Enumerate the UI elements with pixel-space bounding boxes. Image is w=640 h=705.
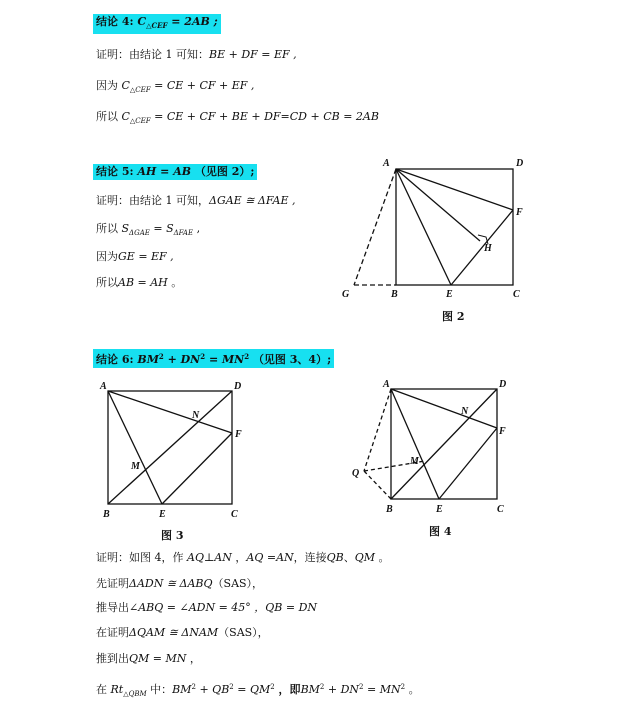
c5-line-3: 因为GE = EF ,	[96, 250, 174, 263]
fig2-label-H: H	[484, 243, 492, 254]
fig4-label-C: C	[497, 504, 504, 515]
fig3-label-C: C	[231, 509, 238, 520]
proof-line-3: 推导出∠ABQ = ∠ADN = 45° ，QB = DN	[96, 601, 318, 614]
fig2-label-A: A	[383, 158, 390, 169]
fig2-square	[396, 169, 513, 285]
conclusion-6-heading: 结论 6: $BM^2 + DN^2 = MN^2$ （见图 3、4）;	[93, 349, 334, 368]
figure-4-caption: 图 4	[429, 525, 452, 538]
c4-line-3: 所以 $C_{\triangle CEF}$ = CE + CF + BE + DF=CD + CB = 2AB	[96, 110, 379, 125]
fig3-label-E: E	[159, 509, 166, 520]
fig3-segment-af	[108, 391, 232, 433]
fig4-label-Q: Q	[352, 468, 360, 479]
fig3-diagonal-bd	[108, 391, 232, 504]
fig4-label-A: A	[383, 379, 390, 390]
fig3-label-D: D	[234, 381, 242, 392]
conclusion-5-label: 结论 5:	[96, 165, 134, 178]
fig4-dashed-qb	[364, 471, 391, 499]
figure-2-caption: 图 2	[442, 310, 465, 323]
fig2-label-E: E	[446, 289, 453, 300]
fig4-diagonal-bd	[391, 389, 497, 499]
fig4-label-B: B	[386, 504, 393, 515]
fig2-segment-ef	[451, 210, 513, 285]
fig4-label-M: M	[410, 456, 419, 467]
fig3-label-F: F	[235, 429, 242, 440]
fig3-label-M: M	[131, 461, 140, 472]
fig4-segment-ae	[391, 389, 439, 499]
proof-line-2: 先证明ΔADN ≅ ΔABQ（SAS），	[96, 577, 264, 590]
fig2-label-C: C	[513, 289, 520, 300]
fig4-label-F: F	[499, 426, 506, 437]
proof-line-4: 在证明ΔQAM ≅ ΔNAM（SAS），	[96, 626, 269, 639]
c5-line-1: 证明：由结论 1 可知，ΔGAE ≅ ΔFAE ,	[96, 194, 296, 207]
fig3-segment-ae	[108, 391, 162, 504]
figure-3-caption: 图 3	[161, 529, 184, 542]
fig3-label-A: A	[100, 381, 107, 392]
fig4-label-E: E	[436, 504, 443, 515]
proof-line-5: 推到出QM = MN ，	[96, 652, 201, 665]
fig4-label-D: D	[499, 379, 507, 390]
fig2-label-B: B	[391, 289, 398, 300]
fig2-dashed-ag	[354, 169, 396, 285]
figure-3-diagram	[108, 391, 232, 504]
c4-line-2: 因为 $C_{\triangle CEF}$ = CE + CF + EF ,	[96, 79, 255, 94]
fig2-segment-ae	[396, 169, 451, 285]
fig2-label-G: G	[342, 289, 350, 300]
fig2-segment-ah	[396, 169, 480, 241]
conclusion-6-label: 结论 6:	[96, 353, 134, 366]
figure-2-diagram	[354, 169, 513, 285]
fig2-label-D: D	[516, 158, 524, 169]
fig3-segment-ef	[162, 433, 232, 504]
fig4-dashed-aq	[364, 389, 391, 471]
conclusion-5-heading: 结论 5: AH = AB （见图 2）;	[93, 164, 257, 180]
fig4-segment-af	[391, 389, 497, 428]
fig2-segment-af	[396, 169, 513, 210]
c5-line-4: 所以AB = AH 。	[96, 276, 183, 289]
figure-4-diagram	[364, 389, 497, 499]
proof-line-6: 在 $Rt_{\triangle QBM}$ 中：$BM^2 + QB^2 = QM^2$ ，即$BM^2 + DN^2 = MN^2$ 。	[96, 683, 420, 698]
conclusion-4-label: 结论 4:	[96, 15, 134, 28]
fig3-label-B: B	[103, 509, 110, 520]
fig2-label-F: F	[516, 207, 523, 218]
fig4-segment-ef	[439, 428, 497, 499]
fig4-label-N: N	[461, 406, 469, 417]
conclusion-4-heading: 结论 4: $C_{\triangle CEF} = 2AB$ ;	[93, 14, 221, 34]
c5-line-2: 所以 $S_{\Delta GAE} = S_{\Delta FAE}$ ,	[96, 222, 201, 237]
proof-line-1: 证明：如图 4，作 AQ⊥AN ，AQ =AN，连接QB、QM 。	[96, 551, 390, 564]
fig3-label-N: N	[192, 410, 200, 421]
c4-line-1: 证明：由结论 1 可知：BE + DF = EF ,	[96, 48, 297, 61]
